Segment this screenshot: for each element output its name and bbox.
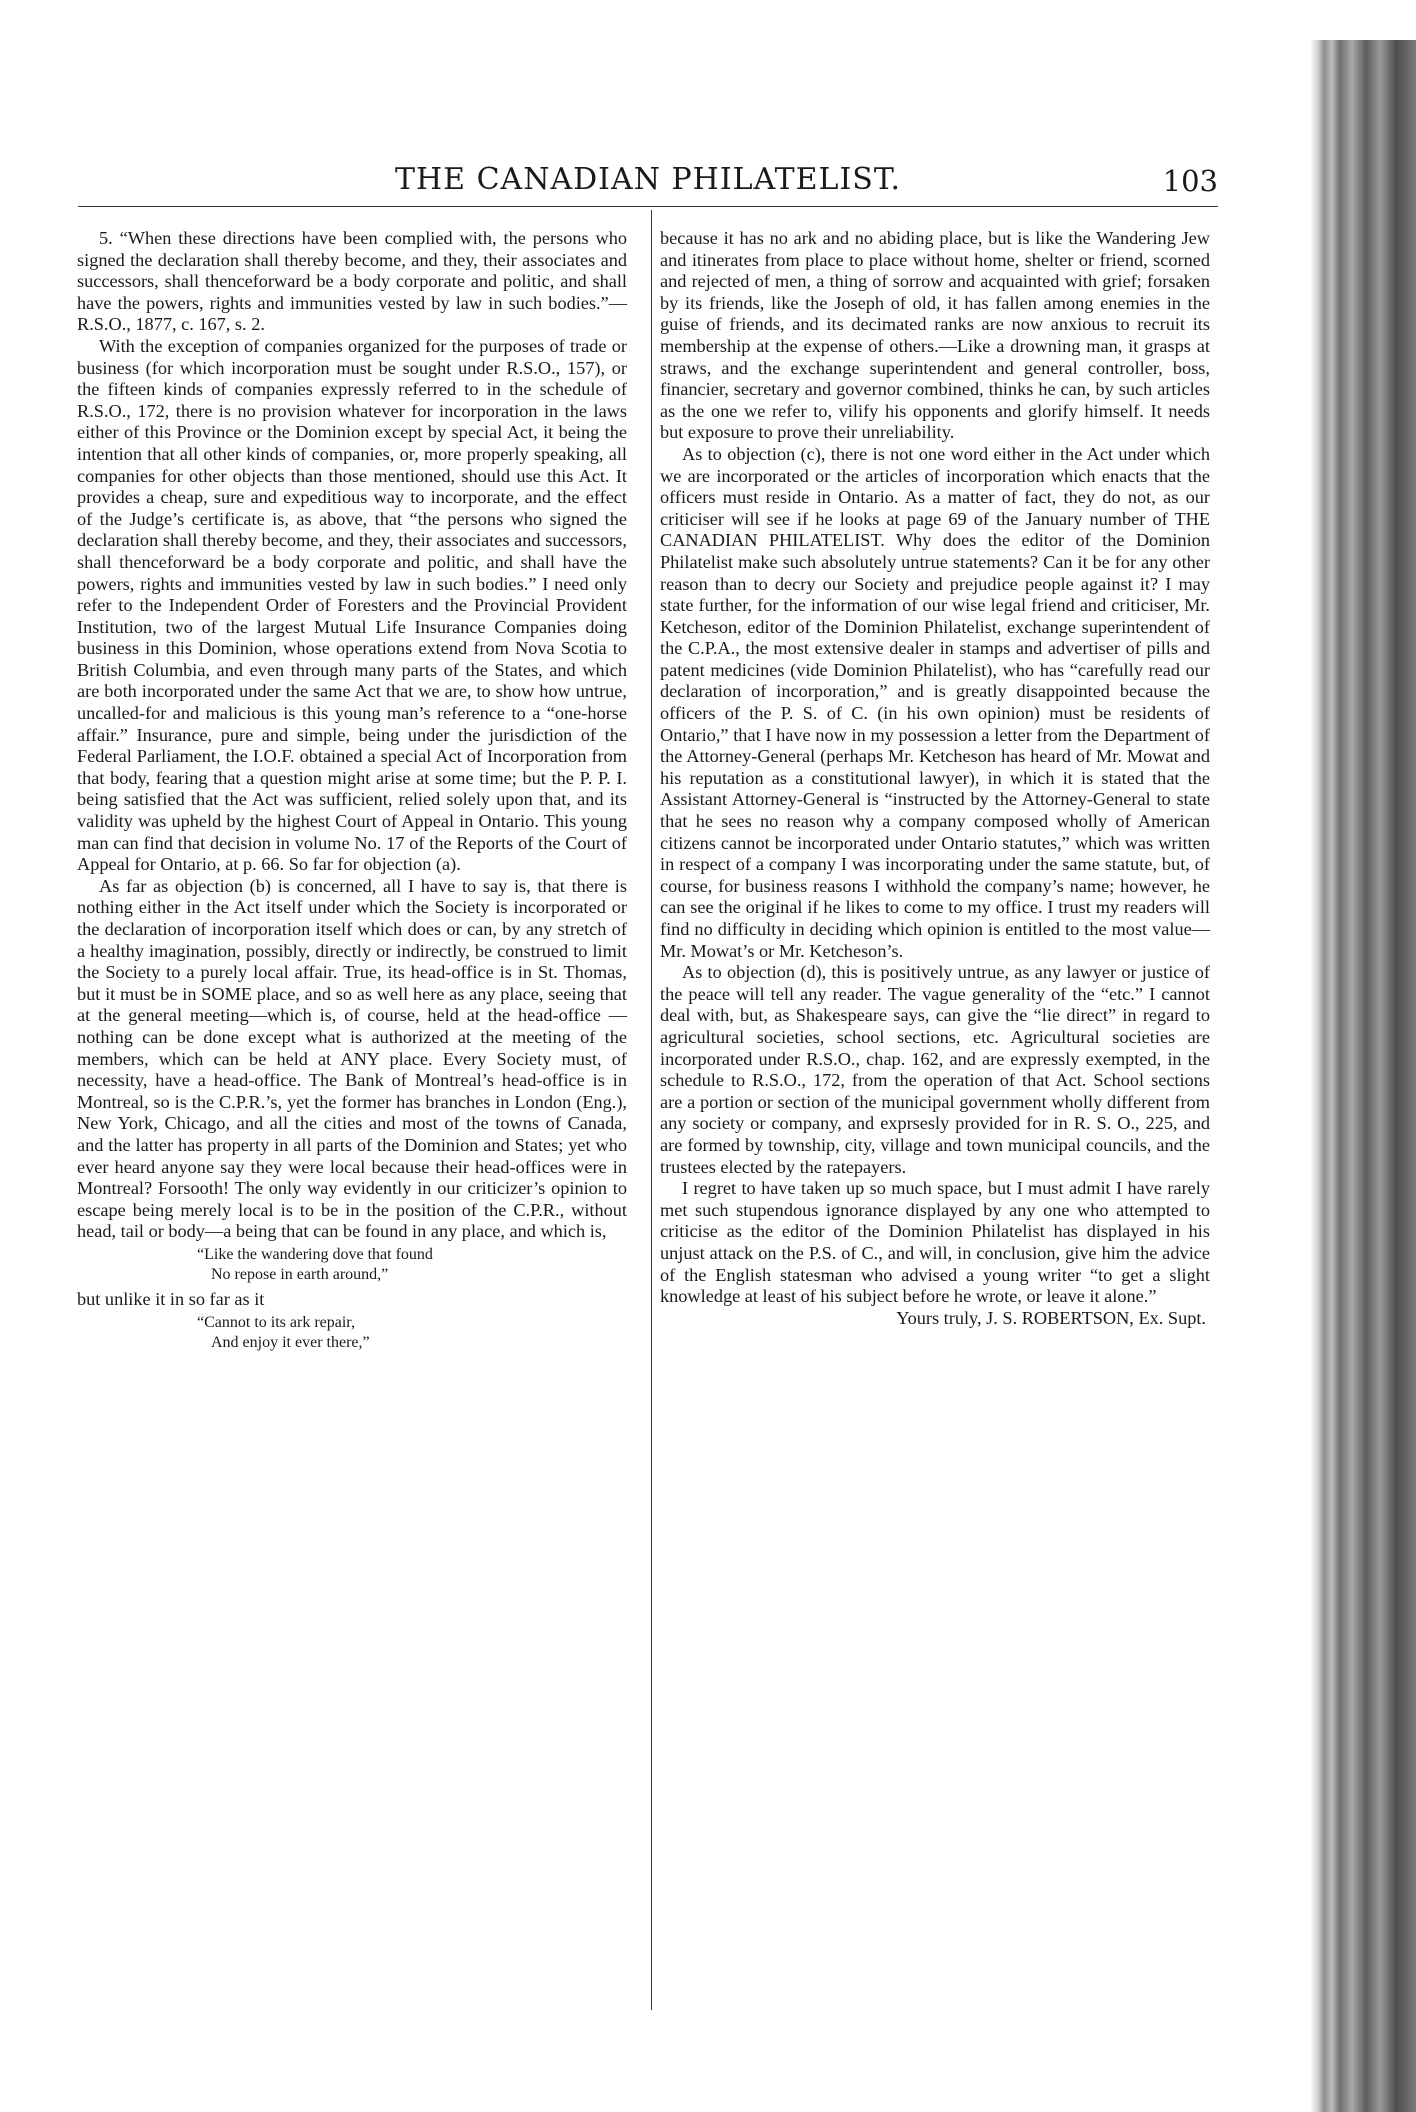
verse-line: And enjoy it ever there,” — [211, 1333, 370, 1351]
left-continuation-line: but unlike it in so far as it — [77, 1288, 265, 1309]
page-number: 103 — [1162, 164, 1218, 198]
right-column — [660, 228, 1210, 1329]
page-header — [78, 162, 1218, 204]
verse-quote-1 — [77, 1245, 627, 1285]
right-paragraph-2: As to objection (c), there is not one word either in the Act under which we are incorporated or the articles of incorporation which enacts that the officers must reside in Ontario. As a matter of fact, they do not, as our criticiser will see if he looks at page 69 of the January number of THE CANADIAN PHILATELIST. Why does the editor of the Dominion Philatelist make such absolutely untrue statements? Can it be for any other reason than to decry our Society and prejudice people against it? I may state further, for the information of our wise legal friend and criticiser, Mr. Ketcheson, editor of the Dominion Philatelist, exchange superintendent of the C.P.A., the most extensive dealer in stamps and advertiser of pills and patent medicines (vide Dominion Philatelist), who has “carefully read our declaration of incorporation,” and is greatly disappointed because the officers of the P. S. of C. (in his own opinion) must be residents of Ontario,” that I have now in my possession a letter from the Department of the Attorney-General (perhaps Mr. Ketcheson has heard of Mr. Mowat and his reputation as a constitutional lawyer), in which it is stated that the Assistant Attorney-General is “instructed by the Attorney-General to state that he sees no reason why a company composed wholly of American citizens cannot be incorporated under Ontario statutes,” which was written in respect of a company I was incorporating under the same statute, but, of course, for business reasons I withhold the company’s name; however, he can see the original if he likes to come to my office. I trust my readers will find no difficulty in deciding which opinion is entitled to the most value—Mr. Mowat’s or Mr. Ketcheson’s. — [660, 443, 1210, 961]
verse-line: “Like the wandering dove that found — [197, 1245, 433, 1263]
left-column — [77, 228, 627, 1357]
verse-line: “Cannot to its ark repair, — [197, 1313, 355, 1331]
left-paragraph-2: With the exception of companies organized for the purposes of trade or business (for which incorporation must be sought under R.S.O., 157), or the fifteen kinds of companies expressly referred to in the schedule of R.S.O., 172, there is no provision whatever for incorporation in the laws either of this Province or the Dominion except by special Act, it being the intention that all other kinds of companies, or, more properly speaking, all companies for other objects than those mentioned, should use this Act. It provides a cheap, sure and expeditious way to incorporate, and the effect of the Judge’s certificate is, as above, that “the persons who signed the declaration shall thereby become, and they, their associates and successors, shall thenceforward be a body corporate and politic, and shall have the powers, rights and immunities vested by law in such bodies.” I need only refer to the Independent Order of Foresters and the Provincial Provident Institution, two of the largest Mutual Life Insurance Companies doing business in this Dominion, whose operations extend from Nova Scotia to British Columbia, and even through many parts of the States, and which are both incorporated under the same Act that we are, to show how untrue, uncalled-for and malicious is this young man’s reference to a “one-horse affair.” Insurance, pure and simple, being under the jurisdiction of the Federal Parliament, the I.O.F. obtained a special Act of Incorporation from that body, fearing that a question might arise at some time; but the P. P. I. being satisfied that the Act was sufficient, relied solely upon that, and its validity was upheld by the highest Court of Appeal in Ontario. This young man can find that decision in volume No. 17 of the Reports of the Court of Appeal for Ontario, at p. 66. So far for objection (a). — [77, 335, 627, 875]
right-paragraph-1: because it has no ark and no abiding place, but is like the Wandering Jew and itinerates from place to place without home, shelter or friend, scorned and rejected of men, a thing of sorrow and acquainted with grief; forsaken by its friends, like the Joseph of old, it has fallen among enemies in the guise of friends, and its decimated ranks are now anxious to recruit its membership at the expense of others.—Like a drowning man, it grasps at straws, and the exchange superintendent and general controller, boss, financier, secretary and governor combined, thinks he can, by such articles as the one we refer to, vilify his opponents and glorify himself. It needs but exposure to prove their unreliability. — [660, 228, 1210, 443]
right-paragraph-4: I regret to have taken up so much space, but I must admit I have rarely met such stupendous ignorance displayed by any one who attempted to criticise as the editor of the Dominion Philatelist has displayed in his unjust attack on the P.S. of C., and will, in conclusion, give him the advice of the English statesman who advised a young writer “to get a slight knowledge at least of his subject before he wrote, or leave it alone.” — [660, 1178, 1210, 1307]
verse-line: No repose in earth around,” — [211, 1265, 389, 1283]
verse-quote-2 — [77, 1313, 627, 1353]
book-page-edges — [1318, 40, 1416, 2112]
left-paragraph-1: 5. “When these directions have been complied with, the persons who signed the declaration shall thereby become, and they, their associates and successors, shall thenceforward be a body corporate and politic, and shall have the powers, rights and immunities vested by law in such bodies.”—R.S.O., 1877, c. 167, s. 2. — [77, 228, 627, 335]
header-rule — [78, 206, 1218, 207]
right-paragraph-3: As to objection (d), this is positively untrue, as any lawyer or justice of the peace will tell any reader. The vague generality of the “etc.” I cannot deal with, but, as Shakespeare says, can give the “lie direct” in regard to agricultural societies, school sections, etc. Agricultural societies are incorporated under R.S.O., chap. 162, and are expressly exempted, in the schedule to R.S.O., 172, from the operation of that Act. School sections are a portion or section of the municipal government wholly different from any society or company, and exprsesly provided for in R. S. O., 225, and are formed by township, city, village and town municipal councils, and the trustees elected by the ratepayers. — [660, 962, 1210, 1177]
signature-line: Yours truly, J. S. ROBERTSON, Ex. Supt. — [896, 1307, 1206, 1328]
running-head: THE CANADIAN PHILATELIST. — [394, 162, 901, 197]
left-paragraph-3: As far as objection (b) is concerned, all I have to say is, that there is nothing either in the Act itself under which the Society is incorporated or the declaration of incorporation itself which does or can, by any stretch of a healthy imagination, possibly, directly or indirectly, be construed to limit the Society to a purely local affair. True, its head-office is in St. Thomas, but it must be in SOME place, and so as well here as any place, seeing that at the general meeting—which is, of course, held at the head-office —nothing can be done except what is authorized at the meeting of the members, which can be held at ANY place. Every Society must, of necessity, have a head-office. The Bank of Montreal’s head-office is in Montreal, so is the C.P.R.’s, yet the former has branches in London (Eng.), New York, Chicago, and all the cities and most of the towns of Canada, and the latter has property in all parts of the Dominion and States; yet who ever heard anyone say they were local because their head-offices were in Montreal? Forsooth! The only way evidently in our criticizer’s opinion to escape being merely local is to be in the position of the C.P.R., without head, tail or body—a being that can be found in any place, and which is, — [77, 875, 627, 1242]
column-divider — [651, 210, 652, 2010]
